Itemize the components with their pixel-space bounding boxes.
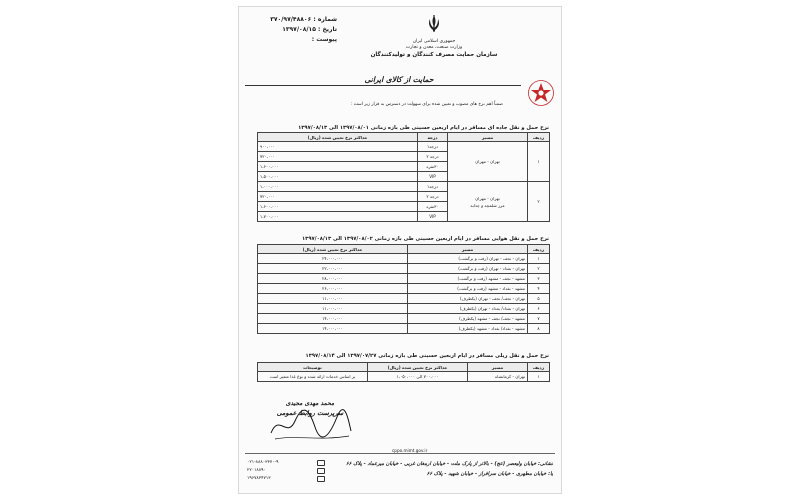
table-row <box>258 142 550 152</box>
column-header: مسیر <box>408 245 528 254</box>
contact-row <box>247 475 325 483</box>
price-cell: ۱۴،۰۰۰،۰۰۰ <box>258 314 408 324</box>
route-cell: مشهد - نجف - مشهد (رفت و برگشت) <box>408 274 528 284</box>
ministry-logo-icon <box>527 79 555 107</box>
header-line-1: جمهوری اسلامی ایران <box>412 39 456 44</box>
signatory-position: سرپرست روابط عمومی <box>276 409 344 417</box>
table-row <box>258 274 550 284</box>
fax-number: ۲۲۰۱۸۸۹۰ <box>247 468 266 473</box>
grade-cell: درجه ۲ <box>418 152 448 162</box>
handwritten-signature-icon <box>265 403 355 445</box>
column-header: ردیف <box>528 363 550 372</box>
phone-icon <box>317 460 325 466</box>
row-number: ۲ <box>528 182 550 222</box>
price-cell: ۷۲۰،۰۰۰ <box>258 192 418 202</box>
table-row <box>258 304 550 314</box>
row-number: ۳ <box>528 274 550 284</box>
rail-fares-table <box>257 362 550 382</box>
address-line-1: نشانی: خیابان ولیعصر (عج) - بالاتر از پارک ملت - خیابان ارمغان غربی - خیابان میرعماد - پلاک ۶۶ <box>345 461 553 467</box>
letter-number: شماره : ۳۷۰/۹۷/۴۸۸۰۶ <box>270 16 337 23</box>
brand-slogan: حمایت از کالای ایرانی <box>329 75 469 84</box>
route-cell: تهران - کرمانشاه <box>468 372 528 382</box>
route-cell: تهران - بغداد - تهران (رفت و برگشت) <box>408 264 528 274</box>
letterhead <box>359 15 509 59</box>
row-number: ۶ <box>528 304 550 314</box>
grade-cell: درجه۱ <box>418 182 448 192</box>
rail-section-title: نرخ حمل و نقل ریلی مسافر در ایام اربعین حسینی طی بازه زمانی ۱۳۹۷/۰۷/۲۷ الی ۱۳۹۷/۰۸/۱۴ <box>305 353 549 359</box>
route-cell: تهران - نجف - تهران (رفت و برگشت) <box>408 254 528 264</box>
column-header: ردیف <box>528 133 550 142</box>
row-number: ۸ <box>528 324 550 334</box>
route-cell: تهران - مهران <box>448 142 528 182</box>
signature-block <box>265 399 355 441</box>
column-header: حداکثر نرخ تعیین شده (ریال) <box>258 245 408 254</box>
row-number: ۱ <box>528 372 550 382</box>
table-header-row <box>258 363 550 372</box>
table-row <box>258 264 550 274</box>
row-number: ۴ <box>528 284 550 294</box>
intro-text: ضمناً اهم نرخ های مصوب و تعیین شده برای سهولت در دسترس به قرار زیر است : <box>350 102 503 107</box>
air-fares-table <box>257 244 550 334</box>
national-emblem-icon <box>426 15 442 33</box>
note-cell: بر اساس خدمات ارائه شده و نوع غذا متغیر است <box>258 372 368 382</box>
table-header-row <box>258 245 550 254</box>
road-section-title: نرخ حمل و نقل جاده ای مسافر در ایام اربعین حسینی طی بازه زمانی ۱۳۹۷/۰۸/۰۱ الی ۱۳۹۷/۰۸/۱۳ <box>298 125 549 131</box>
table-row <box>258 314 550 324</box>
row-number: ۲ <box>528 264 550 274</box>
fax-icon <box>317 468 325 474</box>
price-cell: ۱،۶۰۰،۰۰۰ <box>258 202 418 212</box>
price-cell: ۷۲۰،۰۰۰ <box>258 152 418 162</box>
grade-cell: درجه۱ <box>418 142 448 152</box>
letter-sheet <box>238 6 562 494</box>
letter-meta <box>247 15 337 45</box>
price-cell: ۱،۷۰۰،۰۰۰ <box>258 212 418 222</box>
row-number: ۵ <box>528 294 550 304</box>
footer-contacts <box>247 459 325 483</box>
row-number: ۱ <box>528 254 550 264</box>
row-number: ۱ <box>528 142 550 182</box>
table-row <box>258 182 550 192</box>
footer-divider <box>245 453 555 454</box>
mail-icon <box>317 476 325 482</box>
column-header: مسیر <box>468 363 528 372</box>
column-header: مسیر <box>448 133 528 142</box>
contact-row <box>247 467 325 475</box>
price-cell: ۲۲،۰۰۰،۰۰۰ <box>258 264 408 274</box>
table-row <box>258 294 550 304</box>
table-row <box>258 284 550 294</box>
postal-code: ۱۹۶۷۸۳۴۷۱۳ <box>247 476 271 481</box>
letter-date: تاریخ : ۱۳۹۷/۰۸/۱۵ <box>282 26 337 33</box>
price-cell: ۱،۶۰۰،۰۰۰ <box>258 162 418 172</box>
column-header: توضیحات <box>258 363 368 372</box>
column-header: ردیف <box>528 245 550 254</box>
price-cell: ۷۰۰،۰۰۰ الی ۱،۰۵۰،۰۰۰ <box>368 372 468 382</box>
signatory-name: محمد مهدی مجیدی <box>285 400 335 407</box>
price-cell: ۲۸،۰۰۰،۰۰۰ <box>258 274 408 284</box>
column-header: حداکثر نرخ تعیین شده (ریال) <box>258 133 418 142</box>
price-cell: ۱،۵۰۰،۰۰۰ <box>258 172 418 182</box>
column-header: درجه <box>418 133 448 142</box>
grade-cell: ۳۰نفره <box>418 162 448 172</box>
table-header-row <box>258 133 550 142</box>
route-cell: مشهد - بغداد/ بغداد - مشهد (یکطرف) <box>408 324 528 334</box>
table-row <box>258 372 550 382</box>
contact-row <box>247 459 325 467</box>
row-number: ۷ <box>528 314 550 324</box>
air-section-title: نرخ حمل و نقل هوایی مسافر در ایام اربعین حسینی طی بازه زمانی ۱۳۹۷/۰۸/۰۲ الی ۱۳۹۷/۰۸/۱۳ <box>302 236 549 242</box>
route-cell: مشهد - بغداد - مشهد (رفت و برگشت) <box>408 284 528 294</box>
grade-cell: VIP <box>418 172 448 182</box>
footer-address <box>323 459 553 479</box>
table-row <box>258 324 550 334</box>
route-cell: تهران - مهران مرز شلمچه و چذابه <box>448 182 528 222</box>
price-cell: ۱،۰۰۰،۰۰۰ <box>258 182 418 192</box>
address-line-2: یا: خیابان مطهری - خیابان سرافراز - خیابان شهید - پلاک ۶۶ <box>426 471 553 477</box>
route-cell: تهران - بغداد/ بغداد - تهران (یکطرف) <box>408 304 528 314</box>
table-row <box>258 254 550 264</box>
column-header: حداکثر نرخ تعیین شده (ریال) <box>368 363 468 372</box>
price-cell: ۱۱،۰۰۰،۰۰۰ <box>258 304 408 314</box>
grade-cell: درجه ۲ <box>418 192 448 202</box>
price-cell: ۱۴،۰۰۰،۰۰۰ <box>258 324 408 334</box>
website-url: cppo.mimt.gov.ir <box>389 448 430 453</box>
organization-name: سازمان حمایت مصرف کنندگان و تولیدکنندگان <box>370 52 498 58</box>
price-cell: ۹۰۰،۰۰۰ <box>258 142 418 152</box>
header-line-2: وزارت صنعت، معدن و تجارت <box>405 45 463 50</box>
phone-number: ۰۲۱-۸۸۸۰۳۳۷۰-۹ <box>247 460 279 465</box>
brand-divider <box>245 85 521 86</box>
route-cell: مشهد - نجف/ نجف - مشهد (یکطرف) <box>408 314 528 324</box>
price-cell: ۱۱،۰۰۰،۰۰۰ <box>258 294 408 304</box>
grade-cell: ۳۰نفره <box>418 202 448 212</box>
letter-attachment: پیوست : <box>311 36 337 43</box>
price-cell: ۲۶،۰۰۰،۰۰۰ <box>258 284 408 294</box>
route-cell: تهران - نجف/ نجف - تهران (یکطرف) <box>408 294 528 304</box>
grade-cell: VIP <box>418 212 448 222</box>
price-cell: ۲۴،۰۰۰،۰۰۰ <box>258 254 408 264</box>
road-fares-table <box>257 132 550 222</box>
